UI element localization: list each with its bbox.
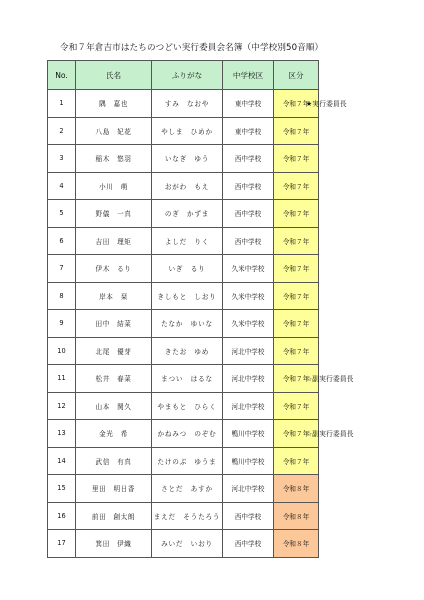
table-row xyxy=(48,420,319,448)
cell-school: 東中学校 xyxy=(223,117,274,145)
table-row xyxy=(48,365,319,393)
cell-name: 田中 結菜 xyxy=(76,310,152,338)
header-kana: ふりがな xyxy=(152,61,223,90)
table-row xyxy=(48,172,319,200)
cell-kana: たなか ゆいな xyxy=(152,310,223,338)
cell-school: 西中学校 xyxy=(223,227,274,255)
cell-kana: おがわ もえ xyxy=(152,172,223,200)
cell-kubun: 令和７年 xyxy=(274,200,319,228)
cell-school: 久米中学校 xyxy=(223,282,274,310)
cell-kubun: 令和７年 xyxy=(274,172,319,200)
cell-no: 13 xyxy=(48,420,76,448)
cell-kubun: 令和７年 xyxy=(274,392,319,420)
cell-kubun: 令和７年 xyxy=(274,420,319,448)
cell-kubun: 令和８年 xyxy=(274,530,319,558)
document-title: 令和７年倉吉市はたちのつどい実行委員会名簿（中学校別50音順） xyxy=(60,43,324,53)
cell-name: 里田 明日香 xyxy=(76,475,152,503)
table-row xyxy=(48,255,319,283)
cell-kubun: 令和７年 xyxy=(274,227,319,255)
table-row xyxy=(48,90,319,118)
cell-kana: すみ なおや xyxy=(152,90,223,118)
cell-kubun: 令和７年 xyxy=(274,365,319,393)
cell-kana: やしま ひめか xyxy=(152,117,223,145)
cell-kana: のぎ かずま xyxy=(152,200,223,228)
table-row xyxy=(48,447,319,475)
table-row xyxy=(48,337,319,365)
cell-name: 武信 有真 xyxy=(76,447,152,475)
cell-name: 隅 嘉也 xyxy=(76,90,152,118)
table-row xyxy=(48,117,319,145)
cell-kubun: 令和７年 xyxy=(274,282,319,310)
cell-kubun: 令和７年 xyxy=(274,117,319,145)
cell-school: 河北中学校 xyxy=(223,365,274,393)
role-note: ☆副実行委員長 xyxy=(306,430,354,439)
cell-kana: かねみつ のぞむ xyxy=(152,420,223,448)
cell-school: 西中学校 xyxy=(223,172,274,200)
cell-name: 吉田 理矩 xyxy=(76,227,152,255)
cell-kana: さとだ あすか xyxy=(152,475,223,503)
cell-no: 1 xyxy=(48,90,76,118)
cell-school: 久米中学校 xyxy=(223,310,274,338)
header-name: 氏名 xyxy=(76,61,152,90)
cell-no: 7 xyxy=(48,255,76,283)
cell-name: 八島 妃花 xyxy=(76,117,152,145)
cell-name: 野儀 一真 xyxy=(76,200,152,228)
cell-school: 西中学校 xyxy=(223,502,274,530)
cell-kubun: 令和８年 xyxy=(274,502,319,530)
cell-name: 前田 創太朗 xyxy=(76,502,152,530)
cell-school: 東中学校 xyxy=(223,90,274,118)
cell-school: 河北中学校 xyxy=(223,392,274,420)
cell-kubun: 令和７年 xyxy=(274,337,319,365)
cell-kana: いなぎ ゆう xyxy=(152,145,223,173)
cell-kana: いぎ るり xyxy=(152,255,223,283)
table-row xyxy=(48,200,319,228)
cell-school: 河北中学校 xyxy=(223,337,274,365)
cell-no: 6 xyxy=(48,227,76,255)
cell-kana: まつい はるな xyxy=(152,365,223,393)
cell-name: 伊木 るり xyxy=(76,255,152,283)
cell-kubun: 令和７年 xyxy=(274,145,319,173)
cell-name: 稲木 悠羽 xyxy=(76,145,152,173)
cell-no: 16 xyxy=(48,502,76,530)
cell-kana: みいだ いおり xyxy=(152,530,223,558)
cell-no: 14 xyxy=(48,447,76,475)
roster-body xyxy=(48,90,319,558)
cell-no: 17 xyxy=(48,530,76,558)
cell-kana: きたお ゆめ xyxy=(152,337,223,365)
header-row xyxy=(48,61,319,90)
cell-kubun: 令和７年 xyxy=(274,310,319,338)
cell-name: 金光 希 xyxy=(76,420,152,448)
cell-school: 鴨川中学校 xyxy=(223,447,274,475)
cell-no: 2 xyxy=(48,117,76,145)
cell-name: 小川 萌 xyxy=(76,172,152,200)
table-row xyxy=(48,530,319,558)
role-note: ★実行委員長 xyxy=(306,100,347,109)
cell-kubun: 令和７年 xyxy=(274,255,319,283)
cell-name: 北尾 優芽 xyxy=(76,337,152,365)
table-row xyxy=(48,227,319,255)
cell-no: 3 xyxy=(48,145,76,173)
cell-name: 松井 春菜 xyxy=(76,365,152,393)
cell-kana: きしもと しおり xyxy=(152,282,223,310)
table-row xyxy=(48,145,319,173)
table-row xyxy=(48,282,319,310)
cell-kana: まえだ そうたろう xyxy=(152,502,223,530)
cell-school: 西中学校 xyxy=(223,200,274,228)
table-row xyxy=(48,392,319,420)
header-kubun: 区分 xyxy=(274,61,319,90)
cell-name: 山本 関久 xyxy=(76,392,152,420)
cell-school: 河北中学校 xyxy=(223,475,274,503)
cell-no: 5 xyxy=(48,200,76,228)
cell-no: 12 xyxy=(48,392,76,420)
cell-no: 10 xyxy=(48,337,76,365)
cell-no: 9 xyxy=(48,310,76,338)
cell-kana: よしだ りく xyxy=(152,227,223,255)
table-row xyxy=(48,310,319,338)
cell-school: 西中学校 xyxy=(223,530,274,558)
cell-no: 11 xyxy=(48,365,76,393)
cell-kubun: 令和７年 xyxy=(274,90,319,118)
cell-school: 久米中学校 xyxy=(223,255,274,283)
table-row xyxy=(48,502,319,530)
header-school: 中学校区 xyxy=(223,61,274,90)
table-row xyxy=(48,475,319,503)
cell-name: 箕田 伊織 xyxy=(76,530,152,558)
cell-kubun: 令和８年 xyxy=(274,475,319,503)
member-roster-table xyxy=(47,60,319,558)
role-note: ☆副実行委員長 xyxy=(306,375,354,384)
cell-kubun: 令和７年 xyxy=(274,447,319,475)
cell-no: 15 xyxy=(48,475,76,503)
cell-school: 鴨川中学校 xyxy=(223,420,274,448)
cell-kana: たけのぶ ゆうま xyxy=(152,447,223,475)
cell-no: 8 xyxy=(48,282,76,310)
header-no: No. xyxy=(48,61,76,90)
cell-kana: やまもと ひらく xyxy=(152,392,223,420)
cell-name: 岸本 栞 xyxy=(76,282,152,310)
cell-no: 4 xyxy=(48,172,76,200)
cell-school: 西中学校 xyxy=(223,145,274,173)
